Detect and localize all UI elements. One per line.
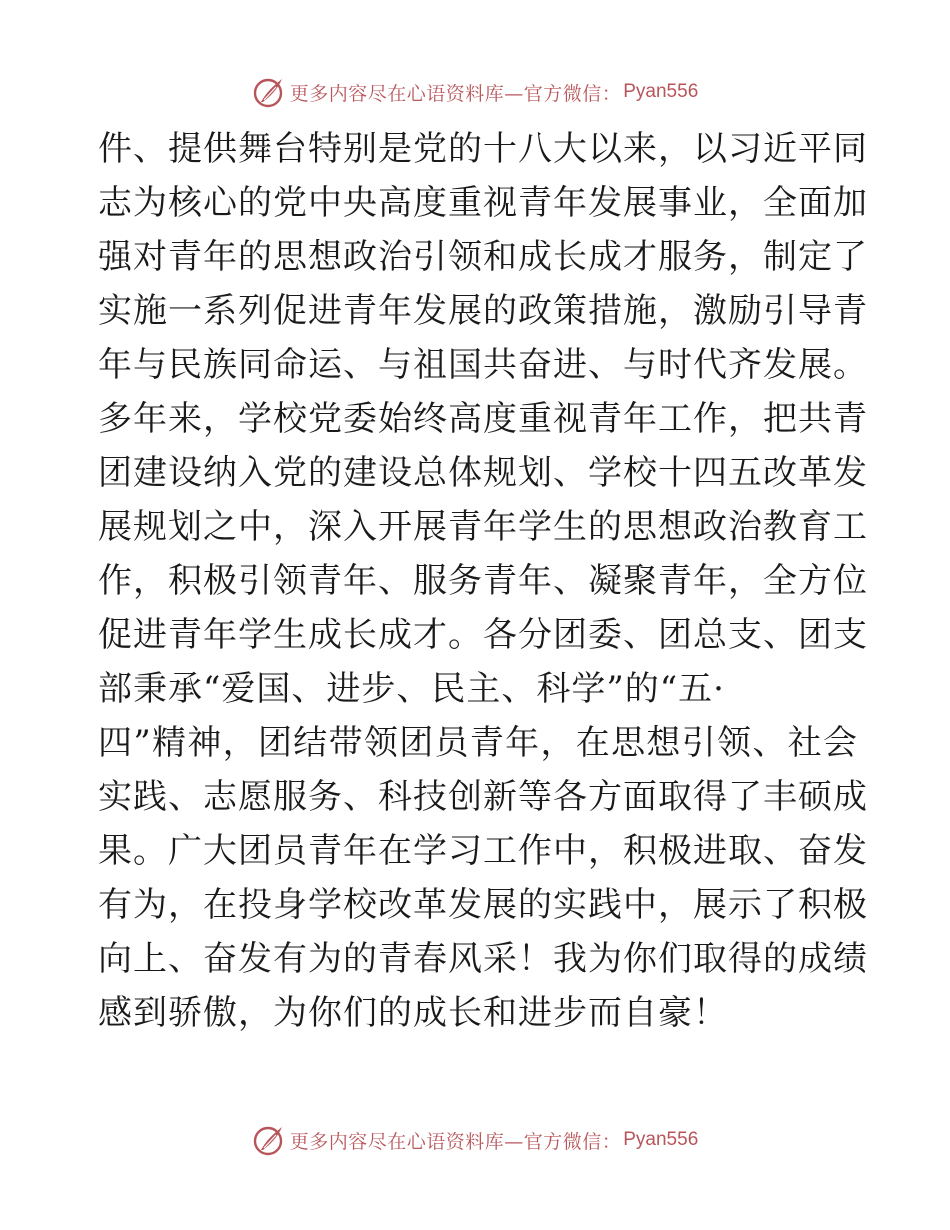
text-line: 志为核心的党中央高度重视青年发展事业，全面加 [98,183,868,223]
watermark-wechat-id: Pyan556 [623,81,699,102]
footer-watermark [0,1120,950,1160]
text-line: 部秉承“爱国、进步、民主、科学”的“五· [98,669,725,709]
text-line: 强对青年的思想政治引领和成长成才服务，制定了 [98,237,868,277]
text-line: 向上、奋发有为的青春风采！我为你们取得的成绩 [98,939,868,979]
quill-pen-logo-icon [252,75,286,109]
header-watermark [0,72,950,112]
text-line: 实施一系列促进青年发展的政策措施，激励引导青 [98,291,868,331]
text-line: 有为，在投身学校改革发展的实践中，展示了积极 [98,885,868,925]
watermark-text: 更多内容尽在心语资料库—官方微信： [289,82,622,105]
watermark-wechat-id: Pyan556 [623,1129,699,1150]
text-line: 多年来，学校党委始终高度重视青年工作，把共青 [98,399,868,439]
text-line: 作，积极引领青年、服务青年、凝聚青年，全方位 [98,561,868,601]
quill-pen-logo-icon [252,1123,286,1157]
text-line: 感到骄傲，为你们的成长和进步而自豪！ [98,993,728,1033]
text-line: 件、提供舞台特别是党的十八大以来，以习近平同 [98,129,868,169]
text-line: 四”精神，团结带领团员青年，在思想引领、社会 [98,723,858,763]
document-body [98,122,868,1040]
text-line: 团建设纳入党的建设总体规划、学校十四五改革发 [98,453,868,493]
text-line: 实践、志愿服务、科技创新等各方面取得了丰硕成 [98,777,868,817]
text-line: 年与民族同命运、与祖国共奋进、与时代齐发展。 [98,345,868,385]
text-line: 展规划之中，深入开展青年学生的思想政治教育工 [98,507,868,547]
text-line: 促进青年学生成长成才。各分团委、团总支、团支 [98,615,868,655]
watermark-text: 更多内容尽在心语资料库—官方微信： [289,1130,622,1153]
text-line: 果。广大团员青年在学习工作中，积极进取、奋发 [98,831,868,871]
